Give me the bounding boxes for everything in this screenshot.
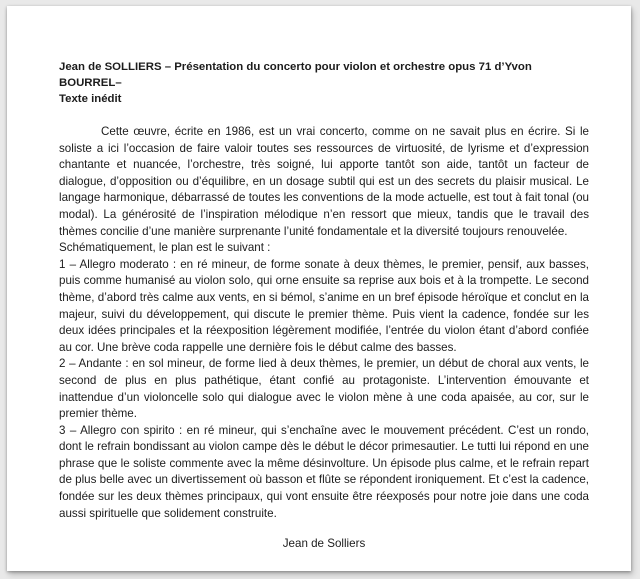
title-line-1: Jean de SOLLIERS – Présentation du concerto pour violon et orchestre opus 71 d’Yvon BOURREL– [59,61,532,89]
paragraph-intro: Cette œuvre, écrite en 1986, est un vrai concerto, comme on ne savait plus en écrire. Si le soliste a ici l’occasion de faire valoir toutes ses ressources de virtuosité, de lyrisme et d’expression chantante et nuancée, l’orchestre, très soigné, lui apporte tantôt son aide, tantôt un facteur de dialogue, d’opposition ou d’équilibre, en un dosage subtil qui est un des secrets du plaisir musical. Le langage harmonique, débarrassé de toutes les conventions de la mode actuelle, est tout à fait tonal (ou modal). La générosité de l’inspiration mélodique n’en ressort que mieux, tandis que le travail des thèmes concilie d’une manière surprenante l’unité fondamentale et la diversité toujours renouvelée. [59,125,589,238]
title-line-2: Texte inédit [59,93,122,105]
document-page [7,6,631,571]
paragraph-movement-2: 2 – Andante : en sol mineur, de forme lied à deux thèmes, le premier, un début de choral aux vents, le second de plus en plus pathétique, étant confié au protagoniste. L’intervention émouvante et inattendue d’un violoncelle solo qui dialogue avec le violon mène à une coda apaisée, au cor, sur le premier thème. [59,357,589,421]
paragraph-plan: Schématiquement, le plan est le suivant : [59,241,271,255]
document-title [59,59,589,107]
signature: Jean de Solliers [282,537,366,551]
document-body [59,124,589,522]
document-content [59,59,589,553]
paragraph-movement-1: 1 – Allegro moderato : en ré mineur, de forme sonate à deux thèmes, le premier, pensif, aux basses, puis comme humanisé au violon solo, qui orne ensuite sa reprise aux bois et à la trompette. Le second thème, d’abord très calme aux vents, en si bémol, s’anime en un bref épisode héroïque et conclut en la majeur, suivi du développement, qui discute le premier thème. Puis vient la cadence, fondée sur les deux idées principales et la réexposition légèrement modifiée, l’entrée du violon étant d’abord confiée au cor. Une brève coda rappelle une dernière fois le début calme des basses. [59,257,589,354]
paragraph-movement-3: 3 – Allegro con spirito : en ré mineur, qui s’enchaîne avec le mouvement précédent. C’est un rondo, dont le refrain bondissant au violon campe dès le début le décor primesautier. Le tutti lui répond en une phrase que le soliste commente avec la même désinvolture. Un épisode plus calme, et le refrain repart de plus belle avec un divertissement où basson et flûte se répondent ironiquement. Et c’est la cadence, fondée sur les deux thèmes principaux, qui vont ensuite être réexposés pour notre joie dans une coda aussi spirituelle que solidement construite. [59,423,589,520]
